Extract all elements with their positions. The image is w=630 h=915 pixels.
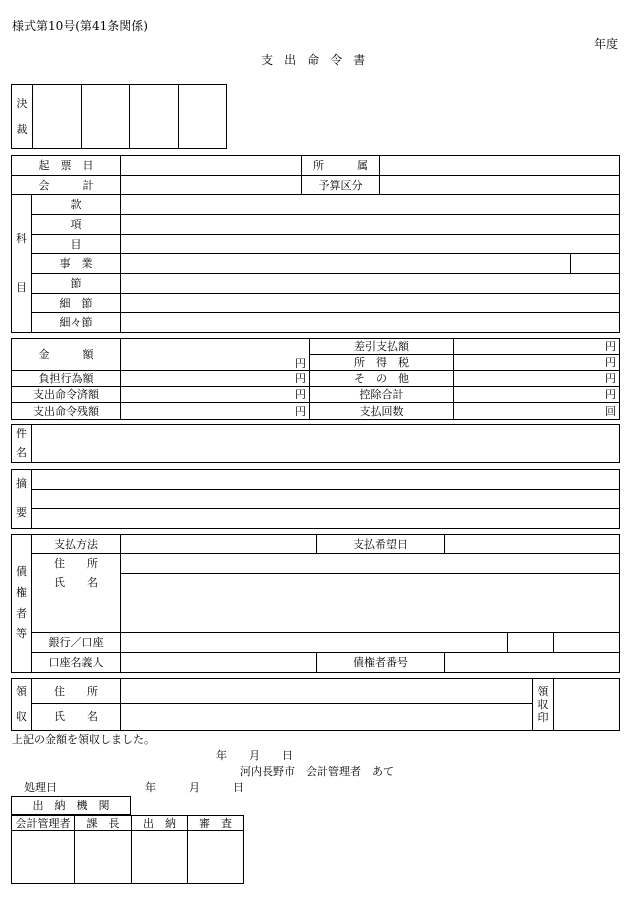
accounting-field[interactable] [121, 176, 302, 195]
cashier-stamp-box[interactable] [132, 831, 188, 884]
department-label: 所 属 [302, 156, 380, 176]
receipt-name-field[interactable] [121, 704, 533, 730]
amounts-table [11, 338, 620, 420]
desired-date-field[interactable] [445, 535, 620, 554]
cashier-stamp-box[interactable] [75, 831, 132, 884]
deduction-total-field[interactable] [454, 387, 620, 403]
other-deduction-label: そ の 他 [310, 371, 454, 387]
account-number-field[interactable] [554, 633, 620, 653]
approval-table [11, 84, 227, 149]
cashier-column-header: 審 査 [188, 816, 244, 831]
account-type-field[interactable] [508, 633, 554, 653]
subject-row-field[interactable] [121, 274, 620, 294]
commitment-amount-field[interactable] [121, 371, 310, 387]
matter-label-2: 名 [16, 445, 27, 459]
payment-method-label: 支払方法 [32, 535, 121, 554]
subject-row-label: 細々節 [32, 313, 121, 333]
receipt-date-line: 年 月 日 [216, 749, 293, 762]
subject-row-field[interactable] [121, 195, 620, 215]
receipt-seal-2: 収 [537, 697, 549, 711]
summary-label-2: 要 [16, 506, 27, 519]
matter-table [11, 424, 620, 463]
net-payment-field[interactable] [454, 339, 620, 355]
accounting-label: 会 計 [12, 176, 121, 195]
subject-row-label: 節 [32, 274, 121, 294]
subject-row-label: 項 [32, 215, 121, 235]
creditor-label-3: 者 [16, 606, 27, 620]
commitment-amount-label: 負担行為額 [12, 371, 121, 387]
subject-row-extra-field[interactable] [571, 254, 620, 274]
subject-row-field[interactable] [121, 294, 620, 313]
creditor-table [11, 534, 620, 673]
summary-label-1: 摘 [16, 477, 27, 491]
summary-line-field[interactable] [32, 509, 620, 529]
processing-date-value: 年 月 日 [145, 781, 244, 794]
payment-count-field[interactable] [454, 403, 620, 420]
processing-date-label: 処理日 [24, 781, 57, 794]
subject-row-field[interactable] [121, 313, 620, 333]
yen-unit: 円 [295, 372, 306, 385]
yen-unit: 円 [295, 357, 306, 370]
creditor-side-label [12, 535, 32, 673]
times-unit: 回 [605, 404, 616, 418]
creditor-number-field[interactable] [445, 653, 620, 673]
subject-row-label: 事 業 [32, 254, 121, 274]
account-holder-label: 口座名義人 [32, 653, 121, 673]
cashier-table [11, 815, 244, 884]
amount-field[interactable] [121, 339, 310, 371]
income-tax-label: 所 得 税 [310, 355, 454, 371]
approval-stamp-box[interactable] [130, 85, 179, 149]
approval-stamp-box[interactable] [178, 85, 227, 149]
receipt-label-2: 収 [16, 710, 27, 724]
remaining-amount-field[interactable] [121, 403, 310, 420]
approval-stamp-box[interactable] [81, 85, 130, 149]
form-id: 様式第10号(第41条関係) [12, 19, 148, 33]
subject-label-2: 目 [16, 280, 27, 294]
creditor-label-2: 権 [16, 585, 27, 599]
subject-label-1: 科 [16, 232, 27, 246]
ordered-amount-label: 支出命令済額 [12, 387, 121, 403]
department-field[interactable] [380, 156, 620, 176]
creditor-name-label: 氏 名 [32, 574, 121, 633]
creditor-number-label: 債権者番号 [317, 653, 445, 673]
subject-side-label [12, 195, 32, 333]
fiscal-year-label: 年度 [593, 37, 618, 51]
receipt-side-label [12, 679, 32, 731]
approval-stamp-box[interactable] [33, 85, 82, 149]
yen-unit: 円 [605, 372, 616, 385]
cashier-title-table [11, 796, 131, 815]
approval-label-1: 決 [16, 97, 28, 111]
issue-date-label: 起 票 日 [12, 156, 121, 176]
creditor-name-field[interactable] [121, 574, 620, 633]
cashier-stamp-box[interactable] [188, 831, 244, 884]
subject-row-field[interactable] [121, 235, 620, 254]
approval-label [12, 85, 33, 149]
cashier-column-header: 出 納 [132, 816, 188, 831]
ordered-amount-field[interactable] [121, 387, 310, 403]
receipt-seal-label [533, 679, 554, 731]
payment-method-field[interactable] [121, 535, 317, 554]
payment-count-label: 支払回数 [310, 403, 454, 420]
desired-date-label: 支払希望日 [317, 535, 445, 554]
cashier-column-header: 会計管理者 [12, 816, 75, 831]
receipt-address-label: 住 所 [32, 679, 121, 704]
yen-unit: 円 [605, 388, 616, 401]
creditor-label-1: 債 [16, 564, 27, 578]
summary-line-field[interactable] [32, 470, 620, 490]
receipt-label-1: 領 [16, 685, 27, 698]
bank-account-label: 銀行／口座 [32, 633, 121, 653]
page-title: 支 出 命 令 書 [261, 53, 369, 67]
receipt-note: 上記の金額を領収しました。 [12, 733, 155, 746]
receipt-seal-1: 領 [537, 684, 549, 698]
receipt-address-field[interactable] [121, 679, 533, 704]
yen-unit: 円 [295, 404, 306, 418]
header-table [11, 155, 620, 195]
receipt-name-label: 氏 名 [32, 704, 121, 730]
yen-unit: 円 [295, 388, 306, 401]
matter-field[interactable] [32, 425, 620, 463]
issue-date-field[interactable] [121, 156, 302, 176]
cashier-stamp-box[interactable] [12, 831, 75, 884]
creditor-label-4: 等 [16, 627, 27, 641]
subject-row-field[interactable] [121, 254, 571, 274]
receipt-seal-3: 印 [537, 710, 549, 724]
summary-table [11, 469, 620, 529]
budget-class-field[interactable] [380, 176, 620, 195]
bank-name-field[interactable] [121, 633, 508, 653]
summary-label [12, 470, 32, 529]
receipt-table [11, 678, 620, 731]
subject-table [11, 194, 620, 333]
summary-line-field[interactable] [32, 490, 620, 509]
matter-label-1: 件 [16, 427, 27, 440]
amount-label: 金 額 [12, 339, 121, 371]
addressee: 河内長野市 会計管理者 あて [240, 765, 394, 778]
subject-row-label: 款 [32, 195, 121, 215]
receipt-seal-field[interactable] [554, 679, 620, 731]
net-payment-label: 差引支払額 [310, 339, 454, 355]
remaining-amount-label: 支出命令残額 [12, 403, 121, 420]
cashier-column-header: 課 長 [75, 816, 132, 831]
subject-row-label: 目 [32, 235, 121, 254]
yen-unit: 円 [605, 340, 616, 353]
creditor-address-label: 住 所 [32, 554, 121, 574]
subject-row-label: 細 節 [32, 294, 121, 313]
approval-label-2: 裁 [16, 122, 28, 136]
matter-label [12, 425, 32, 463]
subject-row-field[interactable] [121, 215, 620, 235]
other-deduction-field[interactable] [454, 371, 620, 387]
yen-unit: 円 [605, 356, 616, 369]
cashier-title: 出 納 機 関 [12, 797, 131, 815]
creditor-address-field[interactable] [121, 554, 620, 574]
account-holder-field[interactable] [121, 653, 317, 673]
budget-class-label: 予算区分 [302, 176, 380, 195]
deduction-total-label: 控除合計 [310, 387, 454, 403]
income-tax-field[interactable] [454, 355, 620, 371]
